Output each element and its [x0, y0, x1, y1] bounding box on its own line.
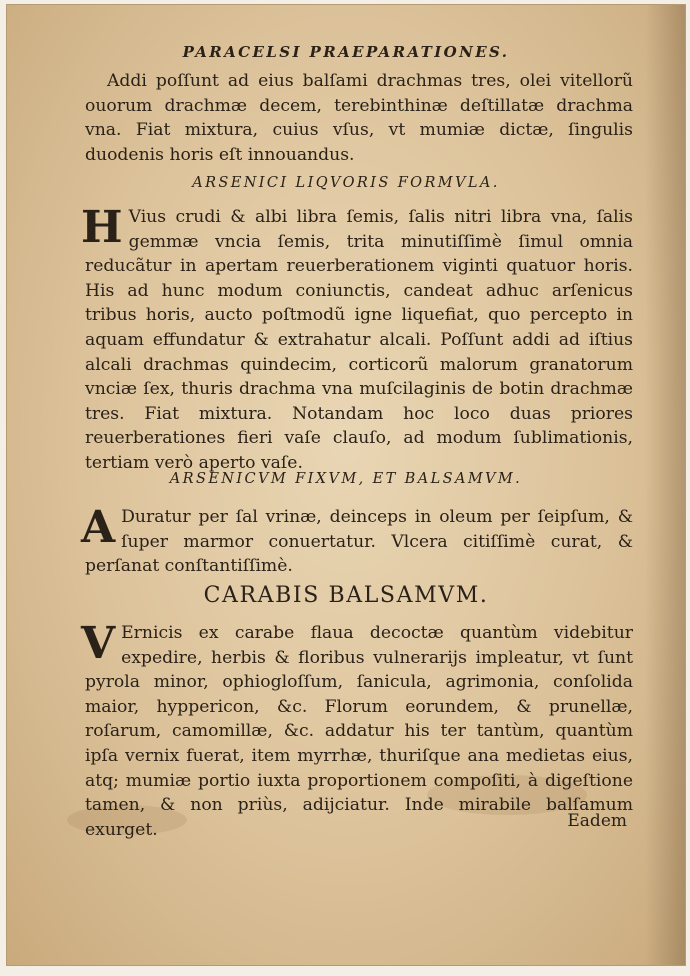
catchword: Eadem: [567, 811, 627, 831]
paragraph-2: [81, 202, 633, 476]
drop-cap-initial: V: [81, 618, 116, 669]
heading-carabis-balsamum: CARABIS BALSAMVM.: [203, 583, 489, 608]
paragraph-3-text: Duratur per ſal vrinæ, deinceps in oleum per ſeipſum, & ſuper marmor conuertatur. Vlcera citiſſimè curat, & perſanat conſtantiſſimè.: [85, 507, 633, 577]
paragraph-1-text: Addi poſſunt ad eius balſami drachmas tres, olei vitellorũ ouorum drachmæ decem, terebinthinæ deſtillatæ drachma vna. Fiat mixtura, cuius vſus, vt mumiæ dictæ, ſingulis duodenis horis eſt innouandus.: [85, 71, 633, 165]
paragraph-4: [81, 618, 633, 842]
drop-cap-initial: H: [81, 202, 123, 253]
drop-cap-initial: A: [81, 502, 116, 553]
heading-arsenicum-fixum: ARSENICVM FIXVM, ET BALSAMVM.: [169, 471, 523, 487]
paragraph-4-text: Ernicis ex carabe flaua decoctæ quantùm videbitur expedire, herbis & floribus vulnerarijs impleatur, vt ſunt pyrola minor, ophiogloſſum, ſanicula, agrimonia, conſolida maior, hyppericon, &c. Florum eorundem, & prunellæ, roſarum, camomillæ, &c. addatur his ter tantùm, quantùm ipſa vernix fuerat, item myrrhæ, thuriſque ana medietas eius, atq; mumiæ portio iuxta proportionem compoſiti, à digeſtione tamen, & non priùs, adijciatur. Inde mirabile balſamum exurget.: [85, 623, 633, 840]
book-page: [6, 4, 686, 966]
paragraph-2-text: Vius crudi & albi libra ſemis, ſalis nitri libra vna, ſalis gemmæ vncia ſemis, trita minutiſſimè ſimul omnia reducãtur in apertam reuerberationem viginti quatuor horis. His ad hunc modum coniunctis, candeat adhuc arſenicus tribus horis, aucto poſtmodũ igne liquefiat, quo percepto in aquam effundatur & extrahatur alcali. Poſſunt addi ad iſtius alcali drachmas quindecim, corticorũ malorum granatorum vnciæ ſex, thuris drachma vna muſcilaginis de botin drachmæ tres. Fiat mixtura. Notandam hoc loco duas priores reuerberationes fieri vaſe clauſo, ad modum ſublimationis, tertiam verò aperto vaſe.: [85, 207, 633, 473]
running-head: PARACELSI PRAEPARATIONES.: [182, 43, 510, 61]
paragraph-3: [81, 502, 633, 579]
paragraph-1: [85, 69, 633, 167]
heading-arsenici-liquoris: ARSENICI LIQVORIS FORMVLA.: [192, 175, 500, 191]
